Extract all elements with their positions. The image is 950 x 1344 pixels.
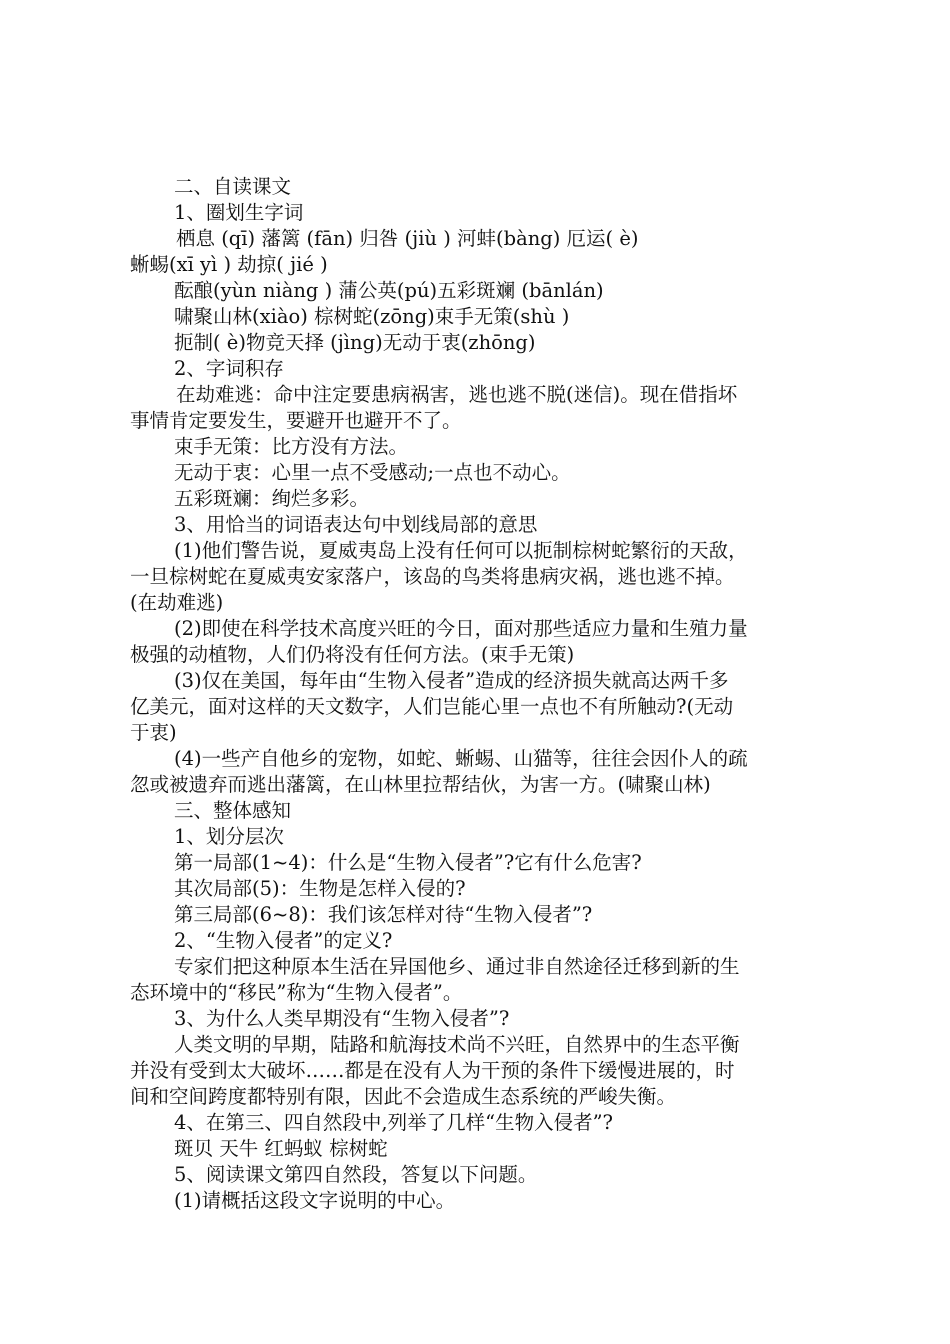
paragraph-line: 间和空间跨度都特别有限，因此不会造成生态系统的严峻失衡。 (130, 1085, 677, 1108)
vocab-line: 啸聚山林(xiào) 棕树蛇(zōng)束手无策(shù ) (174, 305, 570, 328)
subheading-definition: 2、“生物入侵者”的定义? (174, 929, 393, 952)
paragraph-line: 无动于衷：心里一点不受感动;一点也不动心。 (174, 461, 571, 484)
paragraph-line: 一旦棕树蛇在夏威夷安家落户，该岛的鸟类将患病灾祸，逃也逃不掉。 (130, 565, 735, 588)
document-body (130, 174, 830, 1214)
subheading-examples: 4、在第三、四自然段中,列举了几样“生物入侵者”? (174, 1111, 613, 1134)
paragraph-line: 人类文明的早期，陆路和航海技术尚不兴旺，自然界中的生态平衡 (174, 1033, 740, 1056)
paragraph-line: 束手无策：比方没有方法。 (174, 435, 409, 458)
vocab-line: 栖息 (qī) 藩篱 (fān) 归咎 (jiù ) 河蚌(bàng) 厄运( è) (176, 227, 639, 250)
vocab-line: 酝酿(yùn niàng ) 蒲公英(pú)五彩斑斓 (bānlán) (174, 279, 604, 302)
paragraph-line: (在劫难逃) (130, 591, 224, 614)
paragraph-line: 并没有受到太大破坏……都是在没有人为干预的条件下缓慢进展的，时 (130, 1059, 735, 1082)
paragraph-line: 亿美元，面对这样的天文数字，人们岂能心里一点也不有所触动?(无动 (130, 695, 734, 718)
paragraph-line: 斑贝 天牛 红蚂蚁 棕树蛇 (174, 1137, 388, 1160)
paragraph-line: 在劫难逃：命中注定要患病祸害，逃也逃不脱(迷信)。现在借指坏 (176, 383, 738, 406)
paragraph-line: 专家们把这种原本生活在异国他乡、通过非自然途径迁移到新的生 (174, 955, 740, 978)
paragraph-line: 事情肯定要发生，要避开也避开不了。 (130, 409, 462, 432)
subheading-word-bank: 2、字词积存 (174, 357, 284, 380)
paragraph-line: (4)一些产自他乡的宠物，如蛇、蜥蜴、山猫等，往往会因仆人的疏 (174, 747, 748, 770)
paragraph-line: 第一局部(1~4)：什么是“生物入侵者”?它有什么危害? (174, 851, 642, 874)
paragraph-line: 第三局部(6~8)：我们该怎样对待“生物入侵者”? (174, 903, 593, 926)
section-heading-self-reading: 二、自读课文 (174, 175, 292, 198)
paragraph-line: 态环境中的“移民”称为“生物入侵者”。 (130, 981, 463, 1004)
paragraph-line: (3)仅在美国，每年由“生物入侵者”造成的经济损失就高达两千多 (174, 669, 729, 692)
paragraph-line: 极强的动植物，人们仍将没有任何方法。(束手无策) (130, 643, 575, 666)
subheading-early-humans: 3、为什么人类早期没有“生物入侵者”? (174, 1007, 510, 1030)
paragraph-line: (1)他们警告说，夏威夷岛上没有任何可以扼制棕树蛇繁衍的天敌， (174, 539, 748, 562)
subheading-reading: 5、阅读课文第四自然段，答复以下问题。 (174, 1163, 538, 1186)
section-heading-overall: 三、整体感知 (174, 799, 292, 822)
paragraph-line: (1)请概括这段文字说明的中心。 (174, 1189, 456, 1212)
paragraph-line: 五彩斑斓：绚烂多彩。 (174, 487, 370, 510)
subheading-new-words: 1、圈划生字词 (174, 201, 304, 224)
vocab-line: 蜥蜴(xī yì ) 劫掠( jié ) (130, 253, 328, 276)
subheading-layers: 1、划分层次 (174, 825, 284, 848)
subheading-word-usage: 3、用恰当的词语表达句中划线局部的意思 (174, 513, 538, 536)
paragraph-line: 忽或被遗弃而逃出藩篱，在山林里拉帮结伙，为害一方。(啸聚山林) (130, 773, 711, 796)
paragraph-line: 其次局部(5)：生物是怎样入侵的? (174, 877, 466, 900)
paragraph-line: 于衷) (130, 721, 177, 744)
paragraph-line: (2)即使在科学技术高度兴旺的今日，面对那些适应力量和生殖力量 (174, 617, 748, 640)
vocab-line: 扼制( è)物竞天择 (jìng)无动于衷(zhōng) (174, 331, 536, 354)
